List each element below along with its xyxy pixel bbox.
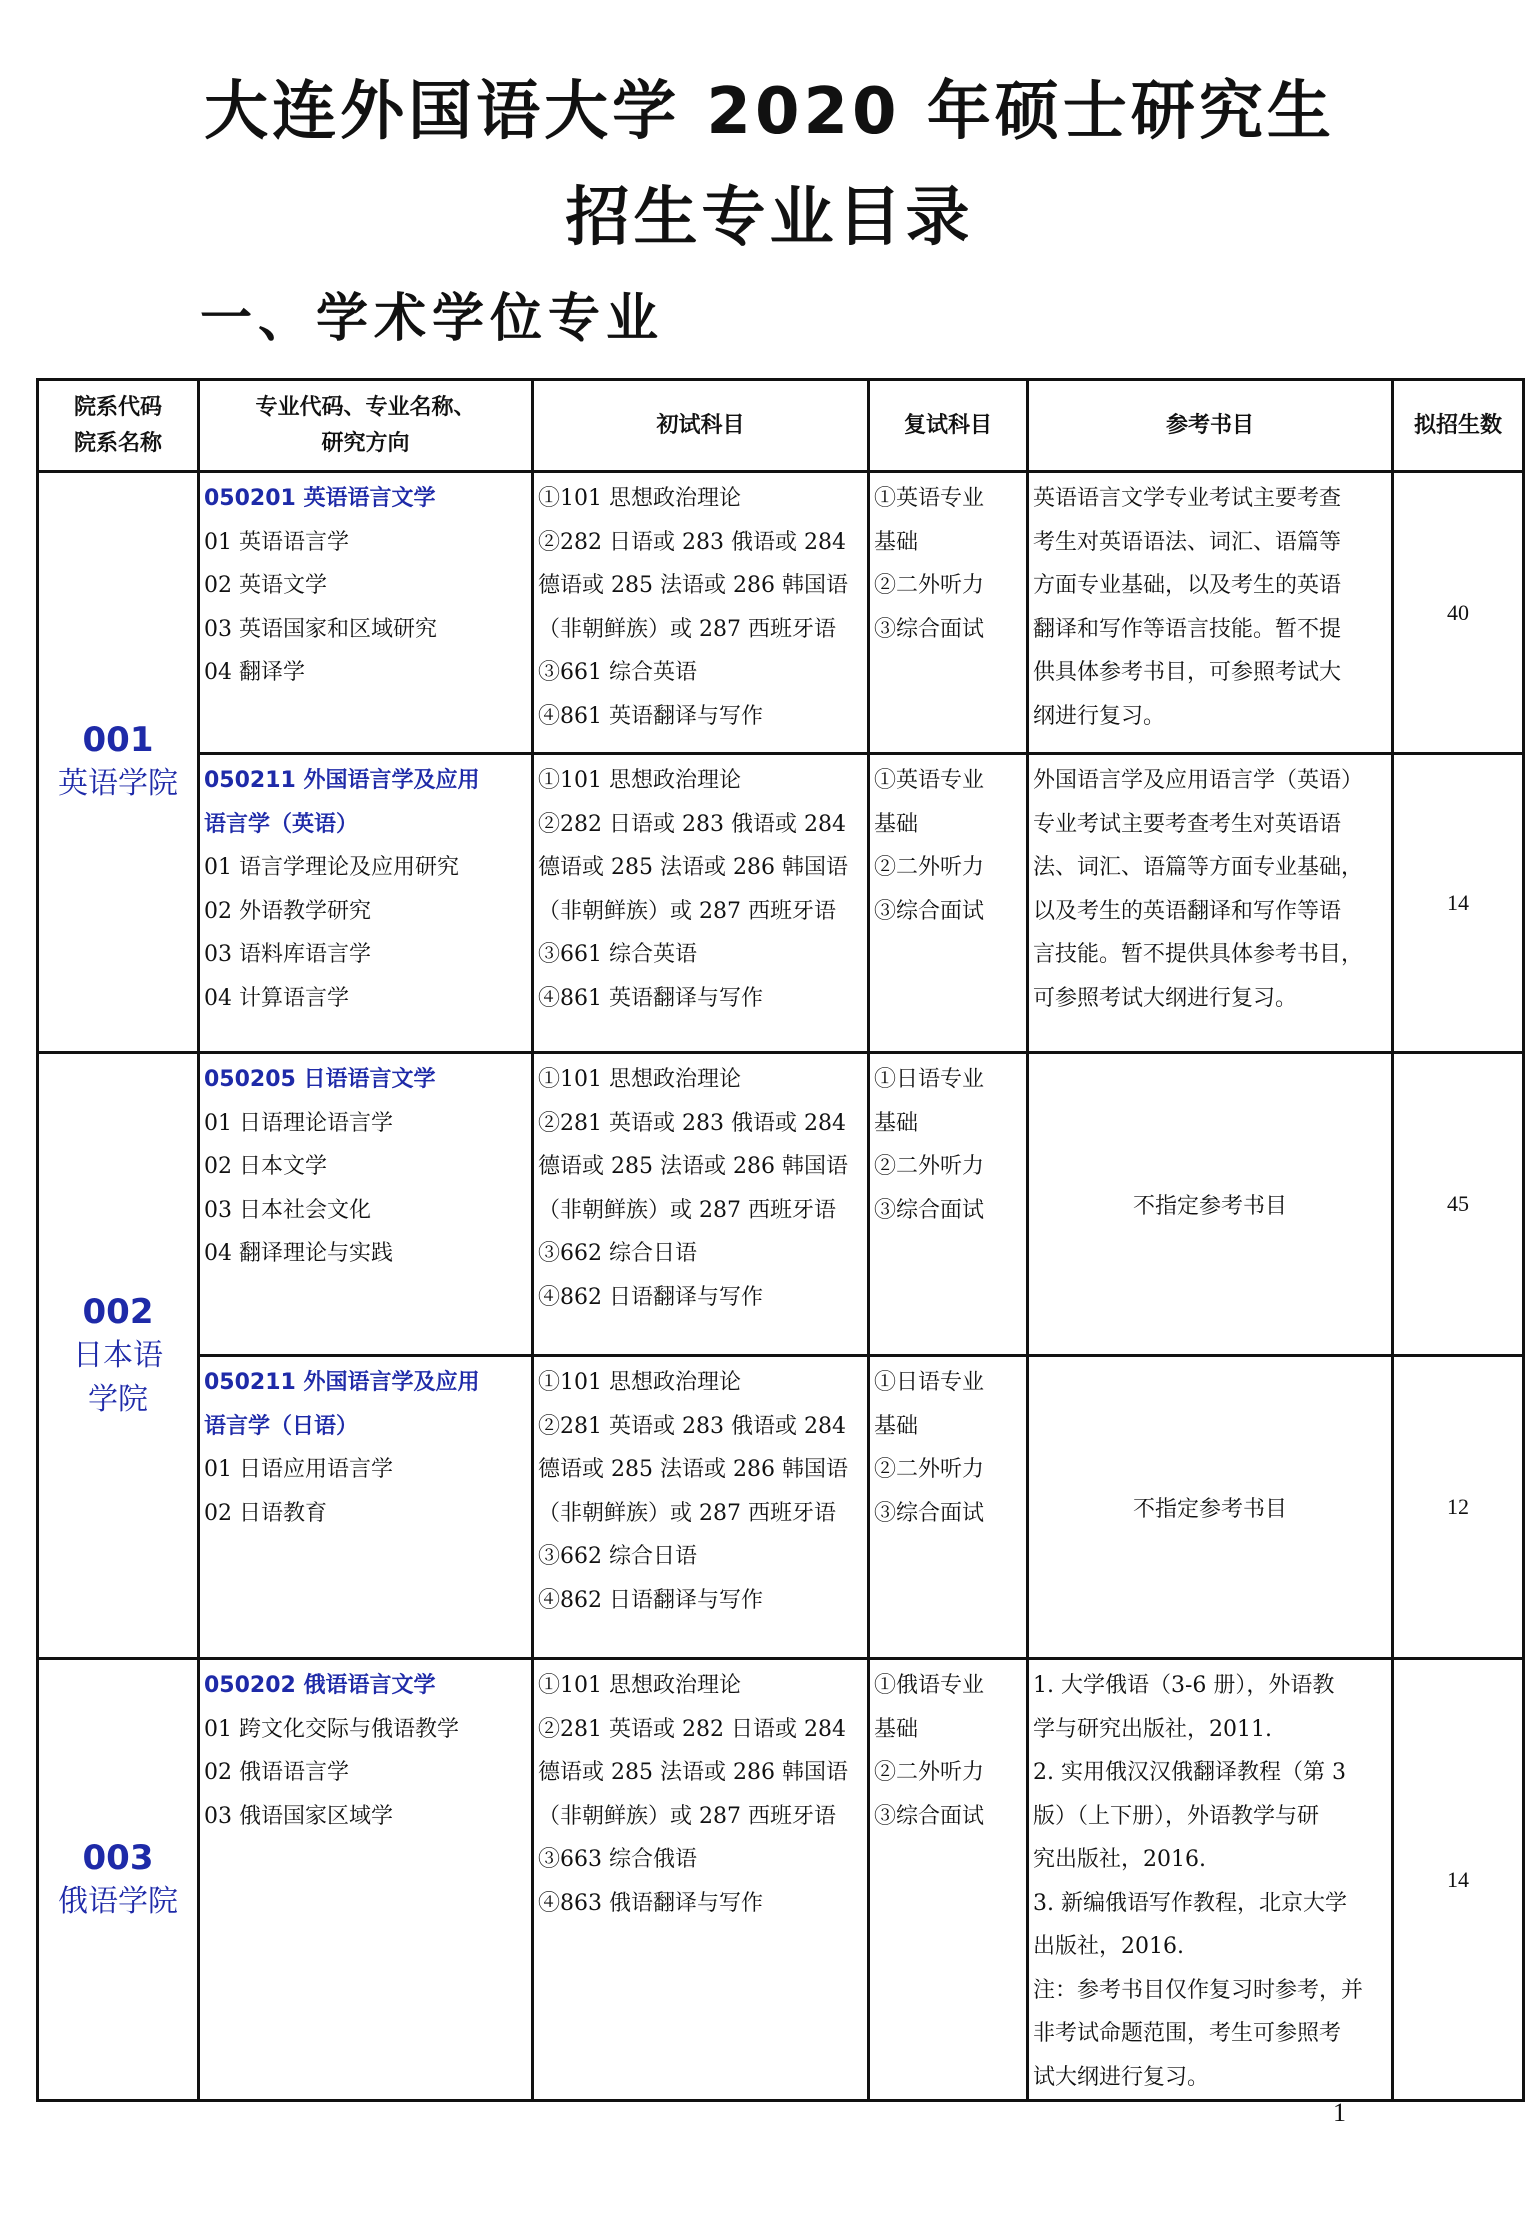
books-cell — [1028, 472, 1393, 754]
text-line: 语言学（英语） — [204, 811, 359, 837]
text-line: ④861 英语翻译与写作 — [538, 985, 763, 1011]
prelim-text — [534, 1054, 867, 1319]
table-row — [38, 754, 1524, 1053]
text-line: 德语或 285 法语或 286 韩国语 — [538, 573, 848, 598]
retest-cell — [869, 1659, 1028, 2101]
text-line: （非朝鲜族）或 287 西班牙语 — [538, 616, 836, 642]
text-line: ④863 俄语翻译与写作 — [538, 1890, 763, 1916]
text-line: ③663 综合俄语 — [538, 1847, 697, 1872]
major-cell — [199, 754, 533, 1053]
retest-cell — [869, 1356, 1028, 1659]
text-line: 考生对英语语法、词汇、语篇等 — [1033, 529, 1342, 555]
text-line: 04 计算语言学 — [204, 985, 349, 1011]
section-title: 一、学术学位专业 — [200, 289, 665, 349]
prelim-cell — [533, 1659, 869, 2101]
text-line: ④862 日语翻译与写作 — [538, 1587, 763, 1613]
text-line: 03 语料库语言学 — [204, 942, 371, 967]
major-cell — [199, 1356, 533, 1659]
text-line: ②二外听力 — [874, 855, 985, 880]
dept-code: 003 — [82, 1837, 154, 1878]
text-line: ②二外听力 — [874, 1154, 985, 1179]
text-line: 03 俄语国家区域学 — [204, 1803, 393, 1829]
prelim-cell — [533, 1356, 869, 1659]
text-line: 言技能。暂不提供具体参考书目， — [1033, 942, 1364, 967]
prelim-cell — [533, 754, 869, 1053]
text-line: ③662 综合日语 — [538, 1241, 697, 1266]
page-title: 大连外国语大学 2020 年硕士研究生 — [204, 75, 1335, 149]
text-line: 翻译和写作等语言技能。暂不提 — [1033, 616, 1342, 642]
text-line: 03 英语国家和区域研究 — [204, 616, 437, 642]
text-line: 学与研究出版社，2011. — [1033, 1716, 1272, 1742]
text-line: 究出版社，2016. — [1033, 1847, 1206, 1872]
major-text — [200, 1357, 531, 1535]
text-line: ④861 英语翻译与写作 — [538, 703, 763, 729]
text-line: ③综合面试 — [874, 1197, 985, 1223]
text-line: 02 俄语语言学 — [204, 1760, 349, 1785]
text-line: ③综合面试 — [874, 898, 985, 924]
text-line: （非朝鲜族）或 287 西班牙语 — [538, 1500, 836, 1526]
quota-cell: 14 — [1393, 754, 1524, 1053]
table-header-row — [38, 380, 1524, 472]
admissions-catalog-table — [36, 378, 1525, 2102]
text-line: ②二外听力 — [874, 1457, 985, 1482]
text-line: ①101 思想政治理论 — [538, 1067, 741, 1092]
retest-text — [870, 1660, 1026, 1838]
books-text — [1029, 755, 1391, 1020]
text-line: ②二外听力 — [874, 573, 985, 598]
books-text — [1029, 1660, 1391, 2099]
text-line: 方面专业基础，以及考生的英语 — [1033, 573, 1342, 598]
text-line: 出版社，2016. — [1033, 1934, 1184, 1959]
table-row — [38, 1053, 1524, 1356]
text-line: 02 日语教育 — [204, 1500, 327, 1526]
dept-name: 日本语 — [73, 1337, 163, 1373]
dept-name: 俄语学院 — [58, 1883, 178, 1919]
text-line: 版）（上下册），外语教学与研 — [1033, 1803, 1320, 1829]
text-line: 注：参考书目仅作复习时参考，并 — [1033, 1977, 1364, 2003]
books-cell — [1028, 1659, 1393, 2101]
text-line: ②282 日语或 283 俄语或 284 — [538, 529, 846, 555]
books-text — [1029, 473, 1391, 738]
text-line: 英语语言文学专业考试主要考查 — [1033, 486, 1342, 511]
text-line: 01 日语应用语言学 — [204, 1457, 393, 1482]
prelim-text — [534, 473, 867, 738]
retest-text — [870, 473, 1026, 651]
text-line: （非朝鲜族）或 287 西班牙语 — [538, 1803, 836, 1829]
text-line: ①英语专业 — [874, 768, 985, 793]
text-line: ③综合面试 — [874, 1803, 985, 1829]
text-line: ②二外听力 — [874, 1760, 985, 1785]
column-header-dept: 院系代码 院系名称 — [38, 380, 199, 472]
text-line: 基础 — [874, 529, 919, 555]
text-line: 050211 外国语言学及应用 — [204, 1370, 480, 1395]
text-line: ①日语专业 — [874, 1370, 985, 1395]
text-line: 3. 新编俄语写作教程，北京大学 — [1033, 1890, 1347, 1916]
column-header-quota: 拟招生数 — [1393, 380, 1524, 472]
text-line: 非考试命题范围，考生可参照考 — [1033, 2021, 1342, 2046]
table-row — [38, 1659, 1524, 2101]
dept-name: 英语学院 — [58, 766, 178, 801]
text-line: 050201 英语语言文学 — [204, 486, 436, 511]
text-line: 01 跨文化交际与俄语教学 — [204, 1716, 459, 1742]
dept-cell-002 — [38, 1053, 199, 1659]
text-line: ①101 思想政治理论 — [538, 1673, 741, 1698]
text-line: 德语或 285 法语或 286 韩国语 — [538, 855, 848, 880]
text-line: ①日语专业 — [874, 1067, 985, 1092]
column-header-books: 参考书目 — [1028, 380, 1393, 472]
text-line: 基础 — [874, 1413, 919, 1439]
text-line: 1. 大学俄语（3-6 册），外语教 — [1033, 1673, 1335, 1698]
quota-cell: 45 — [1393, 1053, 1524, 1356]
column-header-major: 专业代码、专业名称、 研究方向 — [199, 380, 533, 472]
page-subtitle: 招生专业目录 — [565, 181, 974, 255]
table-row — [38, 472, 1524, 754]
text-line: ②281 英语或 283 俄语或 284 — [538, 1413, 846, 1439]
text-line: 01 语言学理论及应用研究 — [204, 855, 459, 880]
text-line: ③661 综合英语 — [538, 660, 697, 685]
retest-cell — [869, 472, 1028, 754]
major-cell — [199, 1053, 533, 1356]
dept-cell-001 — [38, 472, 199, 1053]
prelim-text — [534, 1660, 867, 1925]
text-line: 03 日本社会文化 — [204, 1197, 371, 1223]
text-line: 050202 俄语语言文学 — [204, 1673, 436, 1698]
major-text — [200, 755, 531, 1020]
retest-text — [870, 755, 1026, 933]
major-cell — [199, 472, 533, 754]
text-line: ③综合面试 — [874, 616, 985, 642]
text-line: ③综合面试 — [874, 1500, 985, 1526]
text-line: ②281 英语或 282 日语或 284 — [538, 1716, 846, 1742]
text-line: 法、词汇、语篇等方面专业基础， — [1033, 855, 1364, 880]
prelim-text — [534, 755, 867, 1020]
page-number: 1 — [1333, 2098, 1346, 2127]
text-line: （非朝鲜族）或 287 西班牙语 — [538, 898, 836, 924]
retest-cell — [869, 1053, 1028, 1356]
text-line: 德语或 285 法语或 286 韩国语 — [538, 1457, 848, 1482]
prelim-cell — [533, 1053, 869, 1356]
text-line: 01 英语语言学 — [204, 529, 349, 555]
major-text — [200, 473, 531, 695]
text-line: （非朝鲜族）或 287 西班牙语 — [538, 1197, 836, 1223]
text-line: ②282 日语或 283 俄语或 284 — [538, 811, 846, 837]
text-line: ④862 日语翻译与写作 — [538, 1284, 763, 1310]
text-line: ①俄语专业 — [874, 1673, 985, 1698]
dept-cell-003 — [38, 1659, 199, 2101]
prelim-cell — [533, 472, 869, 754]
text-line: 01 日语理论语言学 — [204, 1110, 393, 1136]
dept-code: 001 — [82, 720, 154, 760]
text-line: ①英语专业 — [874, 486, 985, 511]
books-cell — [1028, 754, 1393, 1053]
prelim-text — [534, 1357, 867, 1622]
column-header-prelim: 初试科目 — [533, 380, 869, 472]
text-line: ②281 英语或 283 俄语或 284 — [538, 1110, 846, 1136]
text-line: ①101 思想政治理论 — [538, 768, 741, 793]
text-line: 专业考试主要考查考生对英语语 — [1033, 811, 1342, 837]
text-line: ③662 综合日语 — [538, 1544, 697, 1569]
text-line: 02 英语文学 — [204, 573, 327, 598]
books-cell: 不指定参考书目 — [1028, 1053, 1393, 1356]
major-text — [200, 1054, 531, 1276]
quota-cell: 40 — [1393, 472, 1524, 754]
text-line: 可参照考试大纲进行复习。 — [1033, 985, 1298, 1011]
text-line: 德语或 285 法语或 286 韩国语 — [538, 1154, 848, 1179]
text-line: ①101 思想政治理论 — [538, 1370, 741, 1395]
text-line: 2. 实用俄汉汉俄翻译教程（第 3 — [1033, 1760, 1346, 1785]
text-line: 供具体参考书目，可参照考试大 — [1033, 660, 1342, 685]
text-line: 语言学（日语） — [204, 1413, 359, 1439]
text-line: 04 翻译学 — [204, 660, 305, 685]
text-line: 04 翻译理论与实践 — [204, 1241, 393, 1266]
text-line: ③661 综合英语 — [538, 942, 697, 967]
retest-text — [870, 1054, 1026, 1232]
text-line: 050211 外国语言学及应用 — [204, 768, 480, 793]
column-header-retest: 复试科目 — [869, 380, 1028, 472]
retest-text — [870, 1357, 1026, 1535]
text-line: 基础 — [874, 811, 919, 837]
dept-code: 002 — [82, 1291, 154, 1332]
text-line: 外国语言学及应用语言学（英语） — [1033, 768, 1364, 793]
text-line: 基础 — [874, 1716, 919, 1742]
text-line: 050205 日语语言文学 — [204, 1067, 436, 1092]
retest-cell — [869, 754, 1028, 1053]
quota-cell: 12 — [1393, 1356, 1524, 1659]
text-line: ①101 思想政治理论 — [538, 486, 741, 511]
text-line: 02 日本文学 — [204, 1154, 327, 1179]
text-line: 德语或 285 法语或 286 韩国语 — [538, 1760, 848, 1785]
table-row — [38, 1356, 1524, 1659]
text-line: 纲进行复习。 — [1033, 703, 1166, 729]
text-line: 以及考生的英语翻译和写作等语 — [1033, 898, 1342, 924]
text-line: 02 外语教学研究 — [204, 898, 371, 924]
dept-name: 学院 — [88, 1381, 148, 1417]
major-cell — [199, 1659, 533, 2101]
text-line: 基础 — [874, 1110, 919, 1136]
text-line: 试大纲进行复习。 — [1033, 2064, 1210, 2090]
books-cell: 不指定参考书目 — [1028, 1356, 1393, 1659]
major-text — [200, 1660, 531, 1838]
quota-cell: 14 — [1393, 1659, 1524, 2101]
